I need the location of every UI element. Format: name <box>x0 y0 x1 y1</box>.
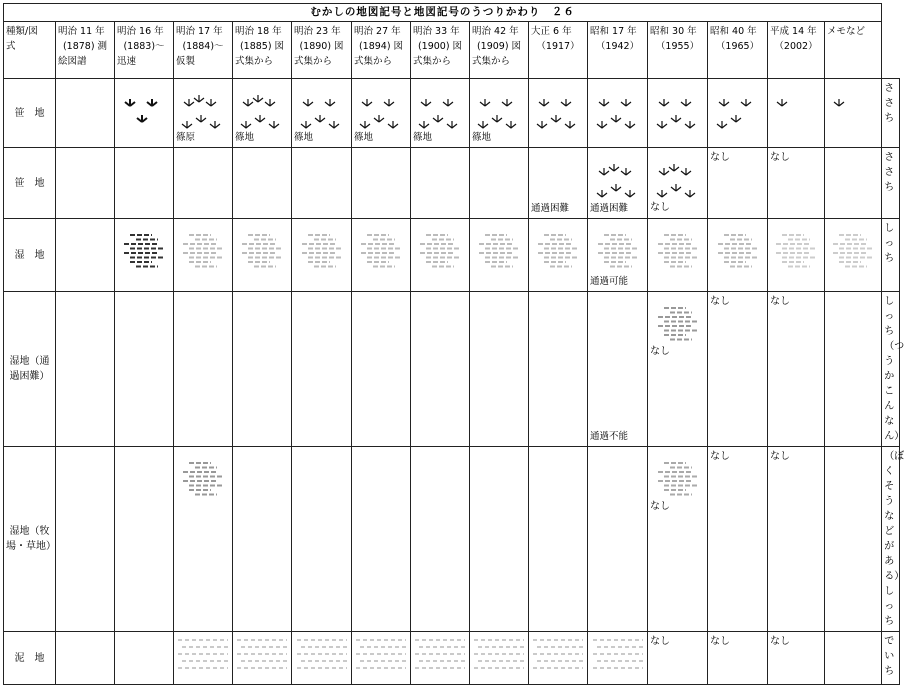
symbol-cell <box>529 148 588 219</box>
symbol-cell <box>768 447 825 632</box>
symbol-cell <box>648 447 708 632</box>
column-header-line: 明治 33 年 <box>413 26 460 37</box>
column-header <box>648 22 708 79</box>
symbol-cell <box>174 292 233 447</box>
column-header <box>529 22 588 79</box>
symbol-cell <box>352 79 411 148</box>
column-header-line: 明治 18 年 <box>235 26 282 37</box>
column-header-line: 明治 11 年 <box>58 26 105 37</box>
symbol-cell <box>115 632 174 685</box>
column-header-line: 平成 14 年 <box>770 26 817 37</box>
map-symbol-history-sheet <box>3 3 904 677</box>
mud-symbol-icon <box>593 636 643 672</box>
bamboo-grass-symbol-icon <box>596 91 640 131</box>
column-header-line: (1878) 測 <box>62 41 108 52</box>
marsh-symbol-icon <box>656 459 700 499</box>
column-header <box>470 22 529 79</box>
none-text: なし <box>650 636 670 647</box>
symbol-cell <box>411 632 470 685</box>
symbol-cell <box>411 148 470 219</box>
row-label: 泥 地 <box>4 632 56 685</box>
column-header-line: 昭和 30 年 <box>650 26 697 37</box>
row-label: 湿 地 <box>4 219 56 292</box>
symbol-cell <box>115 447 174 632</box>
symbol-cell <box>352 632 411 685</box>
memo-cell: でいち <box>882 632 900 685</box>
none-text: なし <box>710 296 730 307</box>
symbol-note: 通過困難 <box>590 203 629 214</box>
symbol-cell <box>56 447 115 632</box>
memo-cell: ささち <box>882 79 900 148</box>
symbol-note: 篠地 <box>413 132 433 143</box>
column-header-line: 種類/図 <box>6 26 38 37</box>
marsh-symbol-icon <box>831 231 875 271</box>
column-header-line: (1890) 図 <box>299 41 344 52</box>
none-text: なし <box>650 501 670 512</box>
mud-symbol-icon <box>297 636 347 672</box>
symbol-cell <box>470 219 529 292</box>
symbol-cell <box>708 447 768 632</box>
symbol-note: 篠地 <box>294 132 314 143</box>
column-header <box>588 22 648 79</box>
symbol-note: 通過困難 <box>531 203 570 214</box>
column-header <box>174 22 233 79</box>
column-header-line: （1965） <box>715 41 760 52</box>
marsh-symbol-icon <box>656 231 700 271</box>
symbol-cell <box>768 148 825 219</box>
symbol-cell <box>648 148 708 219</box>
symbol-note: 通過不能 <box>590 431 629 442</box>
marsh-symbol-icon <box>240 231 284 271</box>
symbol-cell <box>529 632 588 685</box>
symbol-cell <box>470 148 529 219</box>
symbol-cell <box>233 79 292 148</box>
bamboo-grass-symbol-icon <box>477 91 521 131</box>
column-header <box>115 22 174 79</box>
memo-cell: しっち（つうかこんなん） <box>882 292 900 447</box>
column-header-line: (1894) 図 <box>358 41 404 52</box>
mud-symbol-icon <box>474 636 524 672</box>
symbol-cell <box>56 292 115 447</box>
symbol-cell <box>648 632 708 685</box>
symbol-cell <box>56 219 115 292</box>
symbol-cell <box>588 632 648 685</box>
column-header <box>292 22 352 79</box>
memo-cell: （ぼくそうなどがある）しっち <box>882 447 900 632</box>
symbol-table <box>3 3 904 685</box>
column-header-line: （1942） <box>595 41 640 52</box>
marsh-symbol-icon <box>418 231 462 271</box>
symbol-row <box>4 79 900 148</box>
column-header <box>768 22 825 79</box>
symbol-cell <box>174 632 233 685</box>
symbol-cell <box>292 292 352 447</box>
symbol-cell <box>352 148 411 219</box>
symbol-cell <box>115 148 174 219</box>
column-header-line: 明治 42 年 <box>472 26 519 37</box>
symbol-cell <box>529 292 588 447</box>
symbol-cell <box>174 447 233 632</box>
symbol-cell <box>352 447 411 632</box>
none-text: なし <box>770 296 790 307</box>
symbol-cell <box>292 219 352 292</box>
column-header <box>4 22 56 79</box>
symbol-cell <box>708 632 768 685</box>
bamboo-grass-symbol-icon <box>181 91 225 131</box>
sheet-title <box>4 4 882 22</box>
symbol-row <box>4 219 900 292</box>
symbol-cell <box>648 79 708 148</box>
symbol-cell <box>529 79 588 148</box>
marsh-symbol-icon <box>359 231 403 271</box>
sheet-title-text: むかしの地図記号と地図記号のうつりかわり ２６ <box>310 6 575 18</box>
column-header-line: (1884)～ <box>182 41 224 52</box>
column-header-line: 明治 17 年 <box>176 26 223 37</box>
marsh-symbol-icon <box>656 304 700 344</box>
symbol-cell <box>708 148 768 219</box>
bamboo-grass-symbol-icon <box>716 91 760 131</box>
column-header <box>708 22 768 79</box>
symbol-note: 篠地 <box>354 132 374 143</box>
marsh-symbol-icon <box>596 231 640 271</box>
column-header-line: (1900) 図 <box>417 41 463 52</box>
row-label: 湿地（牧場・草地） <box>4 447 56 632</box>
none-text: なし <box>710 152 730 163</box>
column-header-line: （1955） <box>655 41 700 52</box>
marsh-symbol-icon <box>300 231 344 271</box>
column-header-line: (1883)～ <box>123 41 165 52</box>
symbol-cell <box>352 292 411 447</box>
symbol-cell <box>115 219 174 292</box>
symbol-cell <box>470 447 529 632</box>
symbol-cell <box>352 219 411 292</box>
symbol-cell <box>825 79 882 148</box>
bamboo-grass-symbol-icon <box>656 91 700 131</box>
mud-symbol-icon <box>415 636 465 672</box>
column-header-line: 明治 23 年 <box>294 26 341 37</box>
column-header <box>825 22 882 79</box>
symbol-row <box>4 447 900 632</box>
bamboo-grass-symbol-icon <box>359 91 403 131</box>
symbol-cell <box>174 219 233 292</box>
symbol-cell <box>470 79 529 148</box>
symbol-cell <box>708 292 768 447</box>
symbol-cell <box>529 447 588 632</box>
symbol-cell <box>233 447 292 632</box>
column-header-line: 明治 27 年 <box>354 26 401 37</box>
symbol-cell <box>825 292 882 447</box>
symbol-cell <box>233 148 292 219</box>
none-text: なし <box>770 451 790 462</box>
none-text: なし <box>710 636 730 647</box>
symbol-cell <box>768 219 825 292</box>
symbol-cell <box>174 148 233 219</box>
column-header-line: (1885) 図 <box>239 41 285 52</box>
bamboo-grass-symbol-icon <box>536 91 580 131</box>
bamboo-grass-symbol-icon <box>596 160 640 200</box>
bamboo-grass-symbol-icon <box>831 91 875 131</box>
symbol-cell <box>411 292 470 447</box>
column-header-line: 式集から <box>235 56 274 67</box>
row-label: 笹 地 <box>4 148 56 219</box>
symbol-cell <box>588 79 648 148</box>
column-header-line: 式集から <box>294 56 333 67</box>
marsh-symbol-icon <box>536 231 580 271</box>
symbol-cell <box>292 632 352 685</box>
symbol-note: 篠地 <box>472 132 492 143</box>
mud-symbol-icon <box>237 636 287 672</box>
column-header <box>352 22 411 79</box>
mud-symbol-icon <box>178 636 228 672</box>
symbol-cell <box>233 292 292 447</box>
symbol-row <box>4 632 900 685</box>
none-text: なし <box>650 202 670 213</box>
symbol-cell <box>470 292 529 447</box>
marsh-symbol-icon <box>716 231 760 271</box>
marsh-symbol-icon <box>122 231 166 271</box>
symbol-cell <box>292 148 352 219</box>
mud-symbol-icon <box>533 636 583 672</box>
none-text: なし <box>770 636 790 647</box>
bamboo-grass-symbol-icon <box>240 91 284 131</box>
symbol-cell <box>648 219 708 292</box>
memo-cell: ささち <box>882 148 900 219</box>
column-header-line: 式集から <box>472 56 511 67</box>
column-header-line: 昭和 17 年 <box>590 26 637 37</box>
memo-cell: しっち <box>882 219 900 292</box>
symbol-cell <box>470 632 529 685</box>
column-header-line: (1909) 図 <box>476 41 522 52</box>
symbol-cell <box>292 79 352 148</box>
bamboo-grass-symbol-icon <box>656 160 700 200</box>
symbol-cell <box>588 447 648 632</box>
symbol-note: 篠地 <box>235 132 255 143</box>
bamboo-grass-symbol-icon <box>122 91 166 131</box>
header-row <box>4 22 900 79</box>
symbol-cell <box>825 219 882 292</box>
column-header-line: 大正 6 年 <box>531 26 572 37</box>
column-header-line: 昭和 40 年 <box>710 26 757 37</box>
bamboo-grass-symbol-icon <box>774 91 818 131</box>
marsh-symbol-icon <box>477 231 521 271</box>
none-text: なし <box>650 346 670 357</box>
mud-symbol-icon <box>356 636 406 672</box>
symbol-cell <box>825 447 882 632</box>
symbol-cell <box>768 292 825 447</box>
symbol-cell <box>292 447 352 632</box>
column-header <box>411 22 470 79</box>
symbol-cell <box>115 292 174 447</box>
symbol-cell <box>233 632 292 685</box>
marsh-symbol-icon <box>774 231 818 271</box>
symbol-cell <box>768 79 825 148</box>
symbol-cell <box>233 219 292 292</box>
none-text: なし <box>770 152 790 163</box>
symbol-cell <box>529 219 588 292</box>
symbol-cell <box>825 632 882 685</box>
marsh-symbol-icon <box>181 459 225 499</box>
symbol-cell <box>411 219 470 292</box>
row-label: 湿地（通過困難） <box>4 292 56 447</box>
symbol-cell <box>174 79 233 148</box>
column-header <box>233 22 292 79</box>
symbol-cell <box>768 632 825 685</box>
column-header-line: 絵図譜 <box>58 56 87 67</box>
column-header-line: メモなど <box>827 26 866 37</box>
symbol-note: 篠原 <box>176 132 196 143</box>
marsh-symbol-icon <box>181 231 225 271</box>
column-header-line: （2002） <box>774 41 818 52</box>
symbol-row <box>4 148 900 219</box>
column-header-line: （1917） <box>536 41 580 52</box>
column-header-line: 仮製 <box>176 56 196 67</box>
symbol-cell <box>708 219 768 292</box>
symbol-row <box>4 292 900 447</box>
symbol-cell <box>708 79 768 148</box>
column-header-line: 明治 16 年 <box>117 26 164 37</box>
symbol-cell <box>56 79 115 148</box>
row-label: 笹 地 <box>4 79 56 148</box>
symbol-cell <box>825 148 882 219</box>
symbol-cell <box>648 292 708 447</box>
symbol-cell <box>56 632 115 685</box>
symbol-cell <box>588 219 648 292</box>
symbol-cell <box>588 148 648 219</box>
column-header-line: 式集から <box>354 56 393 67</box>
symbol-note: 通過可能 <box>590 276 629 287</box>
none-text: なし <box>710 451 730 462</box>
bamboo-grass-symbol-icon <box>418 91 462 131</box>
symbol-cell <box>411 447 470 632</box>
column-header <box>56 22 115 79</box>
symbol-cell <box>411 79 470 148</box>
bamboo-grass-symbol-icon <box>300 91 344 131</box>
column-header-line: 式 <box>6 41 16 52</box>
symbol-cell <box>588 292 648 447</box>
column-header-line: 迅速 <box>117 56 137 67</box>
column-header-line: 式集から <box>413 56 452 67</box>
symbol-cell <box>56 148 115 219</box>
symbol-cell <box>115 79 174 148</box>
